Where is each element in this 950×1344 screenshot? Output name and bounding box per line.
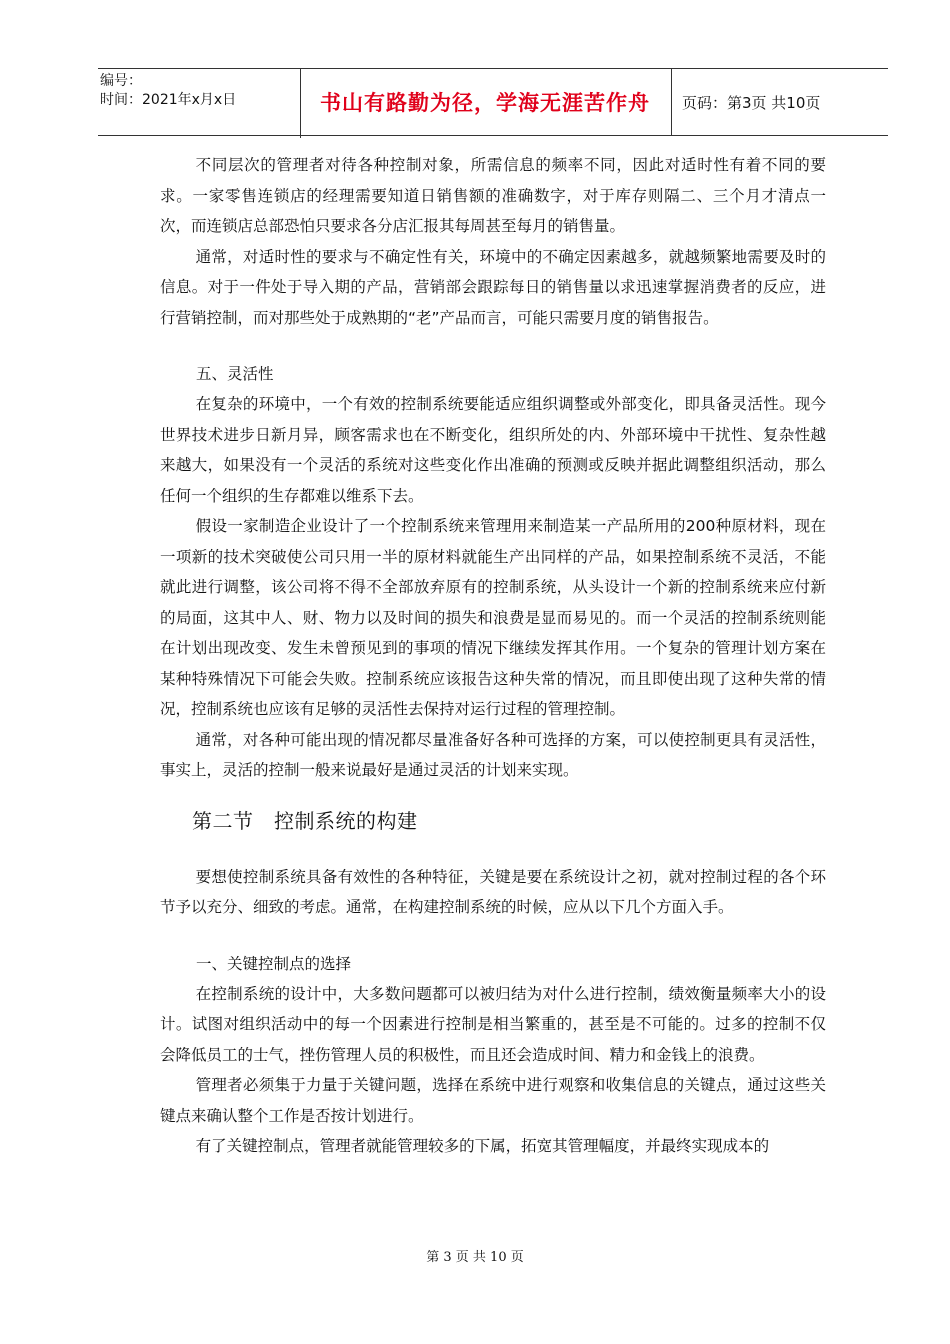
spacer xyxy=(160,333,826,359)
document-date: 时间：2021年x月x日 xyxy=(100,92,237,108)
paragraph: 管理者必须集于力量于关键问题，选择在系统中进行观察和收集信息的关键点，通过这些关键点来确认整个工作是否按计划进行。 xyxy=(160,1076,826,1125)
section-heading: 第二节 控制系统的构建 xyxy=(192,808,418,833)
header-motto: 书山有路勤为径，学海无涯苦作舟 xyxy=(299,69,672,135)
document-body xyxy=(160,150,826,1162)
paragraph: 在复杂的环境中，一个有效的控制系统要能适应组织调整或外部变化，即具备灵活性。现今世界技术进步日新月异，顾客需求也在不断变化，组织所处的内、外部环境中干扰性、复杂性越来越大，如果没有一个灵活的系统对这些变化作出准确的预测或反映并据此调整组织活动，那么任何一个组织的生存都难以维系下去。 xyxy=(160,395,826,505)
paragraph: 在控制系统的设计中，大多数问题都可以被归结为对什么进行控制，绩效衡量频率大小的设计。试图对组织活动中的每一个因素进行控制是相当繁重的，甚至是不可能的。过多的控制不仅会降低员工的士气，挫伤管理人员的积极性，而且还会造成时间、精力和金钱上的浪费。 xyxy=(160,984,826,1064)
paragraph: 有了关键控制点，管理者就能管理较多的下属，拓宽其管理幅度，并最终实现成本的 xyxy=(195,1137,770,1155)
paragraph: 不同层次的管理者对待各种控制对象，所需信息的频率不同，因此对适时性有着不同的要求。一家零售连锁店的经理需要知道日销售额的准确数字，对于库存则隔二、三个月才清点一次，而连锁店总部恐怕只要求各分店汇报其每周甚至每月的销售量。 xyxy=(160,156,826,235)
document-code-label: 编号： xyxy=(100,73,142,89)
header-page-info: 页码：第3页 共10页 xyxy=(682,93,821,112)
header-meta xyxy=(98,69,301,138)
spacer xyxy=(160,836,826,862)
spacer xyxy=(160,923,826,949)
spacer xyxy=(160,786,826,806)
paragraph: 假设一家制造企业设计了一个控制系统来管理用来制造某一产品所用的200种原材料，现在一项新的技术突破使公司只用一半的原材料就能生产出同样的产品，如果控制系统不灵活，不能就此进行调整，该公司将不得不全部放弃原有的控制系统，从头设计一个新的控制系统来应付新的局面，这其中人、财、物力以及时间的损失和浪费是显而易见的。而一个灵活的控制系统则能在计划出现改变、发生未曾预见到的事项的情况下继续发挥其作用。一个复杂的管理计划方案在某种特殊情况下可能会失败。控制系统应该报告这种失常的情况，而且即使出现了这种失常的情况，控制系统也应该有足够的灵活性去保持对运行过程的管理控制。 xyxy=(160,517,826,718)
page-footer: 第 3 页 共 10 页 xyxy=(426,1250,524,1265)
subheading-flexibility: 五、灵活性 xyxy=(196,365,274,383)
paragraph: 通常，对各种可能出现的情况都尽量准备好各种可选择的方案，可以使控制更具有灵活性，事实上，灵活的控制一般来说最好是通过灵活的计划来实现。 xyxy=(160,730,826,779)
paragraph: 要想使控制系统具备有效性的各种特征，关键是要在系统设计之初，就对控制过程的各个环节予以充分、细致的考虑。通常，在构建控制系统的时候，应从以下几个方面入手。 xyxy=(160,867,826,916)
page-header xyxy=(98,68,888,136)
subheading-key-control-points: 一、关键控制点的选择 xyxy=(196,954,352,973)
paragraph: 通常，对适时性的要求与不确定性有关，环境中的不确定因素越多，就越频繁地需要及时的信息。对于一件处于导入期的产品，营销部会跟踪每日的销售量以求迅速掌握消费者的反应，进行营销控制，而对那些处于成熟期的“老”产品而言，可能只需要月度的销售报告。 xyxy=(160,247,826,327)
